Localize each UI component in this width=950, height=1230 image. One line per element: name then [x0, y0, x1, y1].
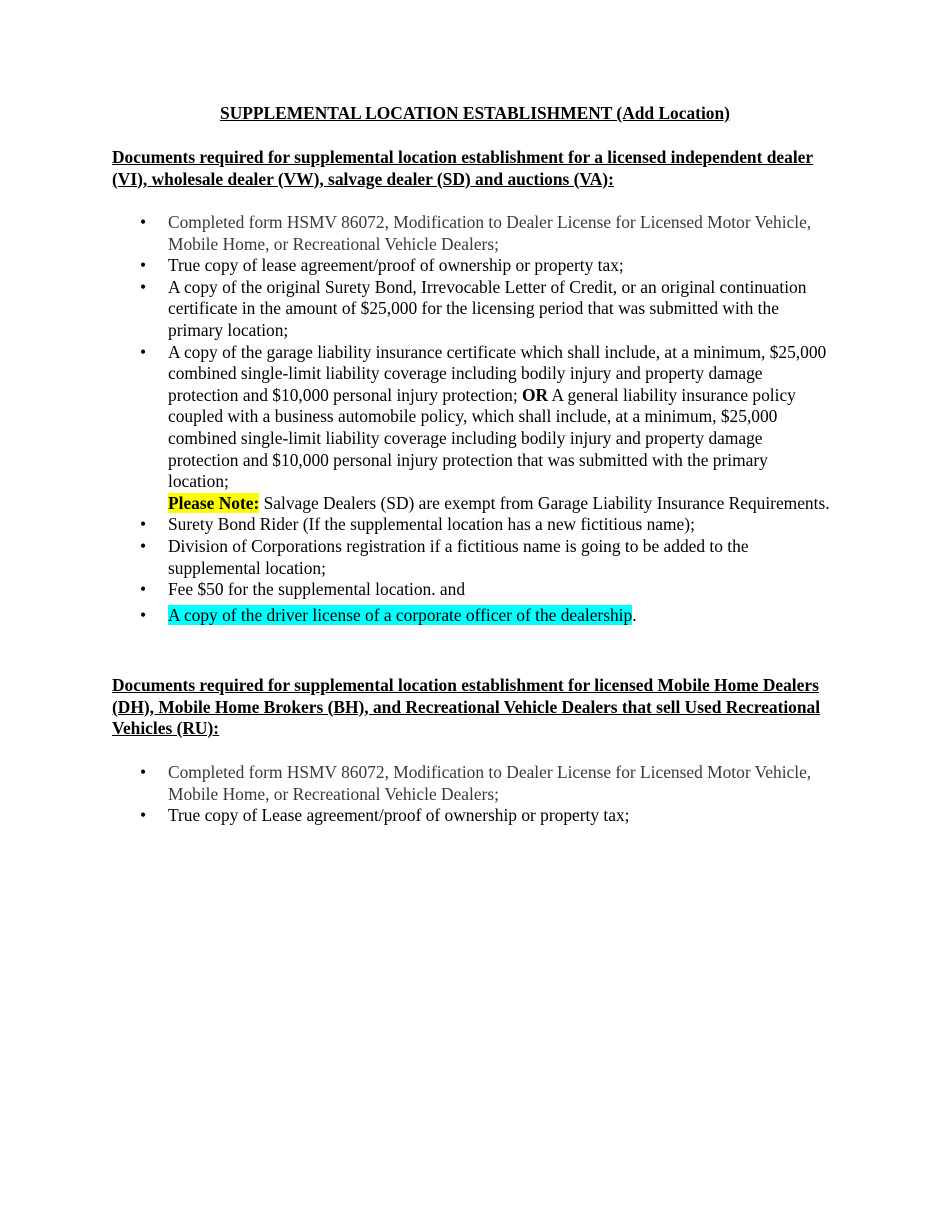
list-item	[0, 805, 833, 827]
list-item	[0, 514, 833, 536]
item-driver-license-text: A copy of the driver license of a corporate officer of the dealership	[168, 604, 633, 625]
item-corporations-text: Division of Corporations registration if a fictitious name is going to be added to the supplemental location;	[168, 535, 749, 578]
item-form-text: Completed form HSMV 86072, Modification to Dealer License for Licensed Motor Vehicle, Mobile Home, or Recreational Vehicle Dealers;	[168, 762, 812, 804]
item-surety-text: A copy of the original Surety Bond, Irrevocable Letter of Credit, or an original continuation certificate in the amount of $25,000 for the licensing period that was submitted with the primary location;	[168, 276, 807, 340]
item-rider-text: Surety Bond Rider (If the supplemental location has a new fictitious name);	[168, 514, 695, 535]
item-fee-text: Fee $50 for the supplemental location. and	[168, 579, 466, 600]
list-item	[0, 762, 833, 805]
requirements-list-independent-dealers	[0, 212, 950, 626]
bullet-icon: •	[140, 762, 147, 782]
list-item	[0, 277, 833, 342]
requirements-list-mobile-home-dealers	[0, 762, 950, 827]
section-heading-independent-dealers: Documents required for supplemental location establishment for a licensed independent dealer (VI), wholesale dealer (VW), salvage dealer (SD) and auctions (VA):	[112, 147, 814, 189]
item-form-text: Completed form HSMV 86072, Modification to Dealer License for Licensed Motor Vehicle, Mobile Home, or Recreational Vehicle Dealers;	[168, 212, 812, 254]
bullet-icon: •	[140, 805, 147, 826]
bullet-icon: •	[140, 341, 147, 362]
list-item	[0, 579, 833, 601]
item-insurance-text-part1: A copy of the garage liability insurance certificate which shall include, at a minimum, $25,000 combined single-limit liability coverage including bodily injury and property damage protection and $10,000 personal injury protection;	[168, 341, 827, 405]
please-note-label: Please Note:	[168, 492, 260, 513]
item-insurance-or: OR	[522, 384, 549, 405]
page-title: SUPPLEMENTAL LOCATION ESTABLISHMENT (Add Location)	[220, 103, 730, 123]
section-heading-mobile-home-dealers: Documents required for supplemental location establishment for licensed Mobile Home Dealers (DH), Mobile Home Brokers (BH), and Recreational Vehicle Dealers that sell Used Recreational Vehicles (RU):	[112, 675, 821, 738]
bullet-icon: •	[140, 514, 147, 535]
bullet-icon: •	[140, 255, 147, 276]
item-insurance-text-part2: A general liability insurance policy coupled with a business automobile policy, which shall include, at a minimum, $25,000 combined single-limit liability coverage including bodily injury and property damage protection and $10,000 personal injury protection that was submitted with the primary location;	[168, 384, 796, 492]
item-lease-text: True copy of lease agreement/proof of ownership or property tax;	[168, 255, 624, 276]
list-item	[0, 605, 833, 627]
item-driver-license-period: .	[632, 604, 637, 625]
list-item	[0, 342, 833, 515]
item-lease-text: True copy of Lease agreement/proof of ownership or property tax;	[168, 805, 630, 826]
bullet-icon: •	[140, 276, 147, 297]
list-item	[0, 212, 833, 255]
bullet-icon: •	[140, 579, 147, 600]
bullet-icon: •	[140, 212, 147, 232]
bullet-icon: •	[140, 535, 147, 556]
list-item	[0, 536, 833, 579]
list-item	[0, 255, 833, 277]
bullet-icon: •	[140, 604, 147, 625]
please-note-text: Salvage Dealers (SD) are exempt from Garage Liability Insurance Requirements.	[263, 492, 830, 513]
